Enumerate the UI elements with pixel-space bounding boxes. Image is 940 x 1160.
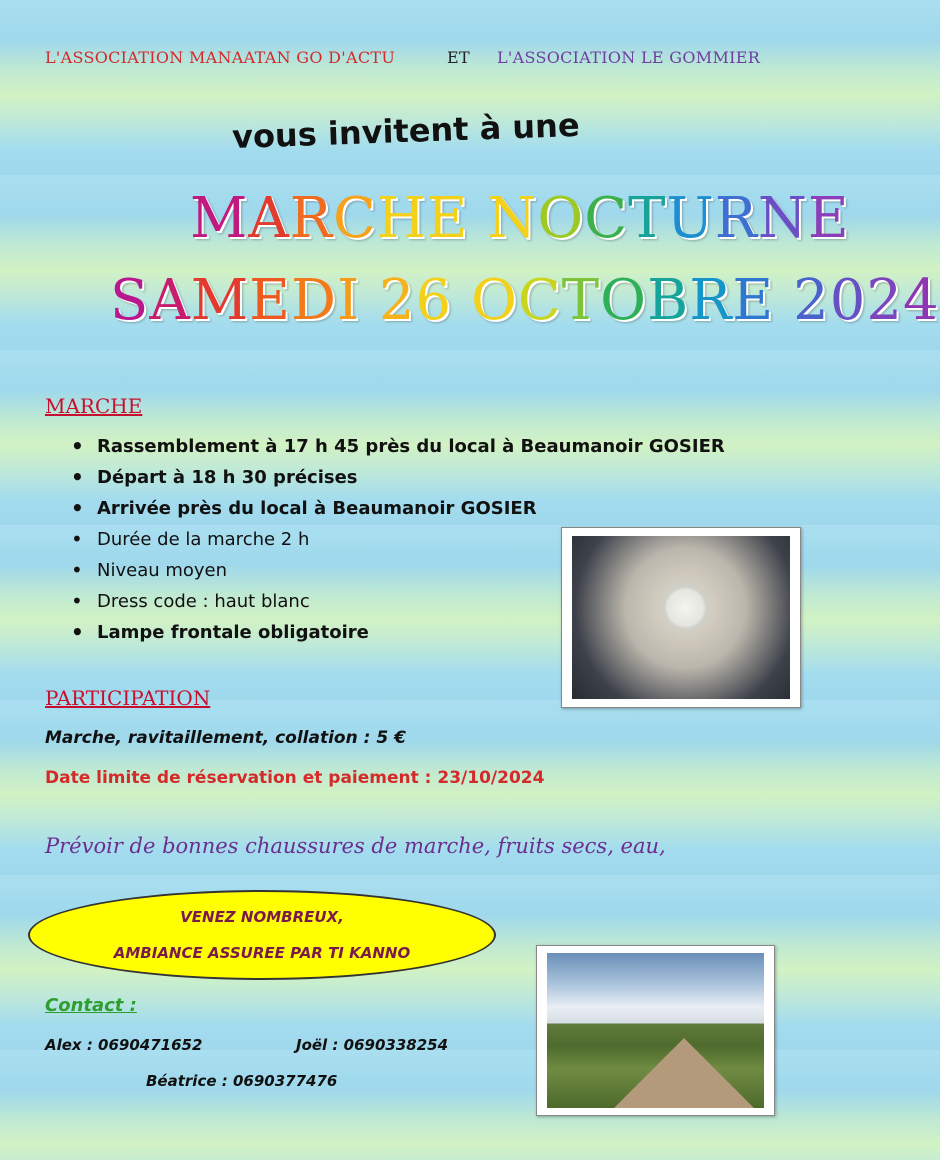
date-letter: 2 bbox=[378, 268, 416, 333]
marche-item: • Rassemblement à 17 h 45 près du local à Beaumanoir GOSIER bbox=[45, 431, 725, 462]
association-right: L'ASSOCIATION LE GOMMIER bbox=[497, 48, 761, 67]
moon-image bbox=[572, 536, 790, 699]
event-title bbox=[190, 186, 850, 251]
date-letter: 2 bbox=[866, 268, 904, 333]
banner-oval bbox=[28, 890, 496, 980]
marche-item: • Départ à 18 h 30 précises bbox=[45, 462, 725, 493]
contact-joel: Joël : 0690338254 bbox=[296, 1036, 449, 1054]
marche-item: • Niveau moyen bbox=[45, 555, 725, 586]
contact-heading: Contact : bbox=[45, 995, 137, 1016]
marche-item: • Arrivée près du local à Beaumanoir GOSIER bbox=[45, 493, 725, 524]
title-letter: C bbox=[332, 186, 377, 251]
date-letter: T bbox=[561, 268, 601, 333]
date-letter: 6 bbox=[415, 268, 453, 333]
marche-item: • Dress code : haut blanc bbox=[45, 586, 725, 617]
date-letter: O bbox=[600, 268, 648, 333]
title-letter: A bbox=[248, 186, 290, 251]
title-letter: M bbox=[190, 186, 249, 251]
path-image bbox=[547, 953, 764, 1108]
date-letter: I bbox=[336, 268, 361, 333]
marche-heading: MARCHE bbox=[45, 394, 143, 418]
date-letter: R bbox=[689, 268, 733, 333]
title-letter: T bbox=[628, 186, 667, 251]
association-left: L'ASSOCIATION MANAATAN GO D'ACTU bbox=[45, 48, 396, 67]
moon-photo-frame bbox=[561, 527, 801, 708]
advice-text: Prévoir de bonnes chaussures de marche, fruits secs, eau, bbox=[45, 834, 666, 858]
date-letter bbox=[360, 268, 379, 333]
title-letter: E bbox=[807, 186, 850, 251]
banner-line-1: VENEZ NOMBREUX, bbox=[180, 908, 344, 926]
date-letter: M bbox=[190, 268, 250, 333]
title-letter: R bbox=[714, 186, 758, 251]
contact-beatrice: Béatrice : 0690377476 bbox=[146, 1072, 338, 1090]
marche-item: • Lampe frontale obligatoire bbox=[45, 617, 725, 648]
date-letter: S bbox=[110, 268, 150, 333]
date-letter: B bbox=[647, 268, 690, 333]
date-letter: A bbox=[149, 268, 191, 333]
banner-line-2: AMBIANCE ASSUREE PAR TI KANNO bbox=[113, 944, 411, 962]
title-letter: E bbox=[426, 186, 469, 251]
header-and: ET bbox=[447, 48, 470, 67]
reservation-deadline: Date limite de réservation et paiement : 23/10/2024 bbox=[45, 768, 545, 788]
date-letter bbox=[774, 268, 793, 333]
date-letter: D bbox=[291, 268, 337, 333]
title-letter bbox=[469, 186, 488, 251]
date-letter: E bbox=[732, 268, 775, 333]
path-photo-frame bbox=[536, 945, 775, 1116]
date-letter: 2 bbox=[793, 268, 830, 333]
title-letter: R bbox=[289, 186, 333, 251]
title-letter: O bbox=[537, 186, 585, 251]
date-letter: 0 bbox=[829, 268, 867, 333]
date-letter: 4 bbox=[903, 268, 940, 333]
date-letter bbox=[452, 268, 471, 333]
title-letter: U bbox=[666, 186, 715, 251]
date-letter: O bbox=[471, 268, 518, 333]
participation-heading: PARTICIPATION bbox=[45, 686, 211, 710]
participation-price: Marche, ravitaillement, collation : 5 € bbox=[45, 728, 406, 748]
contact-alex: Alex : 0690471652 bbox=[45, 1036, 203, 1054]
date-letter: C bbox=[517, 268, 562, 333]
title-letter: N bbox=[757, 186, 808, 251]
title-letter: H bbox=[376, 186, 427, 251]
event-date bbox=[110, 268, 940, 333]
marche-item: • Durée de la marche 2 h bbox=[45, 524, 725, 555]
invite-text: vous invitent à une bbox=[231, 105, 581, 157]
date-letter: E bbox=[249, 268, 292, 333]
title-letter: C bbox=[584, 186, 629, 251]
title-letter: N bbox=[487, 186, 538, 251]
